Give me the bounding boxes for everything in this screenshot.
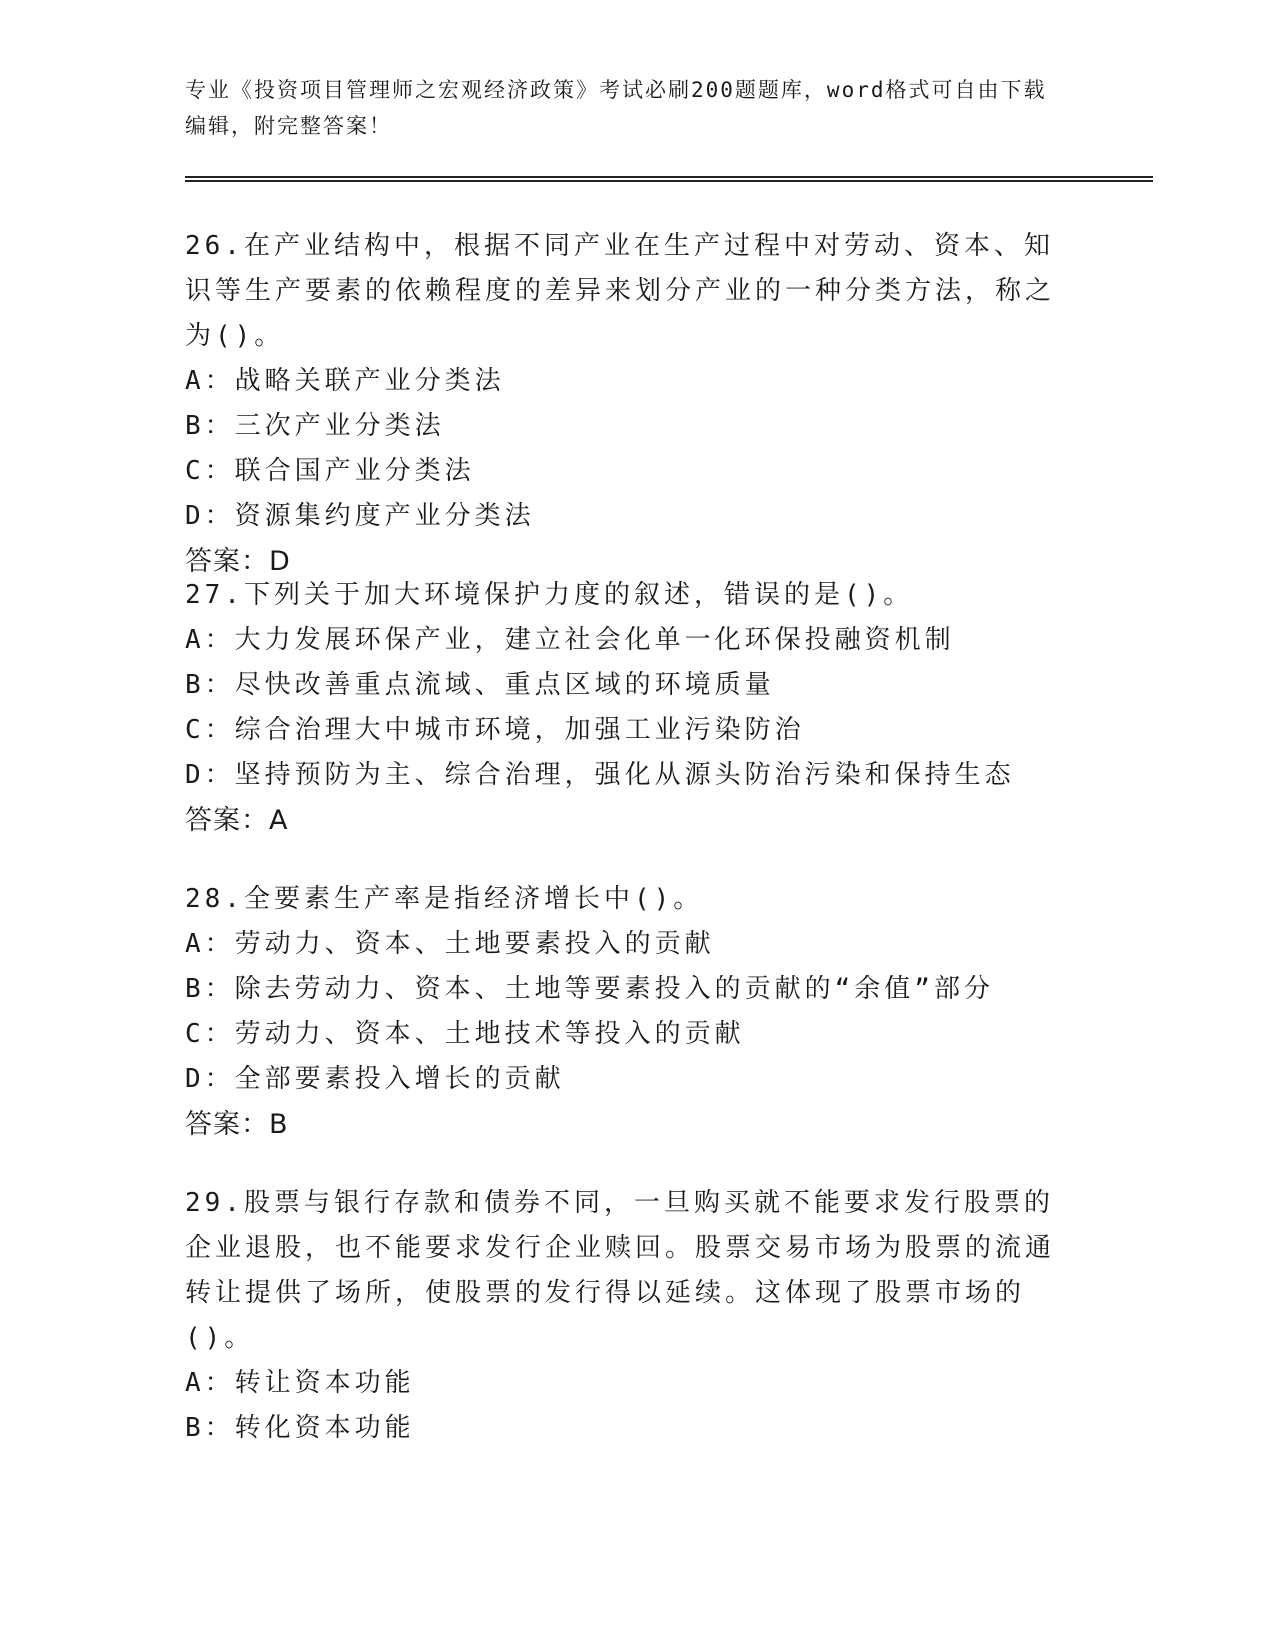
- question-stem: 26.在产业结构中，根据不同产业在生产过程中对劳动、资本、知识等生产要素的依赖程度的差异来划分产业的一种分类方法，称之为()。: [185, 231, 1056, 351]
- header-divider: [185, 176, 1153, 182]
- question-29: [185, 1181, 1065, 1451]
- option-d: D：资源集约度产业分类法: [185, 501, 535, 531]
- question-26: [185, 224, 1065, 584]
- question-stem: 29.股票与银行存款和债券不同，一旦购买就不能要求发行股票的企业退股，也不能要求发行企业赎回。股票交易市场为股票的流通转让提供了场所，使股票的发行得以延续。这体现了股票市场的()。: [185, 1188, 1056, 1353]
- question-27: [185, 573, 1065, 843]
- option-b: B：尽快改善重点流域、重点区域的环境质量: [185, 670, 775, 700]
- question-stem: 27.下列关于加大环境保护力度的叙述，错误的是()。: [185, 580, 914, 610]
- option-b: B：转化资本功能: [185, 1413, 415, 1443]
- option-c: C：联合国产业分类法: [185, 456, 475, 486]
- answer-label: 答案：A: [185, 805, 289, 836]
- option-a: A：转让资本功能: [185, 1368, 415, 1398]
- option-c: C：劳动力、资本、土地技术等投入的贡献: [185, 1019, 745, 1049]
- option-c: C：综合治理大中城市环境，加强工业污染防治: [185, 715, 805, 745]
- question-28: [185, 877, 1065, 1147]
- option-a: A：战略关联产业分类法: [185, 366, 505, 396]
- option-a: A：劳动力、资本、土地要素投入的贡献: [185, 929, 715, 959]
- answer-label: 答案：D: [185, 546, 291, 577]
- document-header: 专业《投资项目管理师之宏观经济政策》考试必刷200题题库，word格式可自由下载编辑，附完整答案！: [185, 78, 1047, 138]
- option-b: B：除去劳动力、资本、土地等要素投入的贡献的“余值”部分: [185, 974, 994, 1004]
- option-b: B：三次产业分类法: [185, 411, 445, 441]
- question-stem: 28.全要素生产率是指经济增长中()。: [185, 884, 704, 914]
- option-a: A：大力发展环保产业，建立社会化单一化环保投融资机制: [185, 625, 955, 655]
- option-d: D：坚持预防为主、综合治理，强化从源头防治污染和保持生态: [185, 760, 1015, 790]
- answer-label: 答案：B: [185, 1109, 289, 1140]
- option-d: D：全部要素投入增长的贡献: [185, 1064, 565, 1094]
